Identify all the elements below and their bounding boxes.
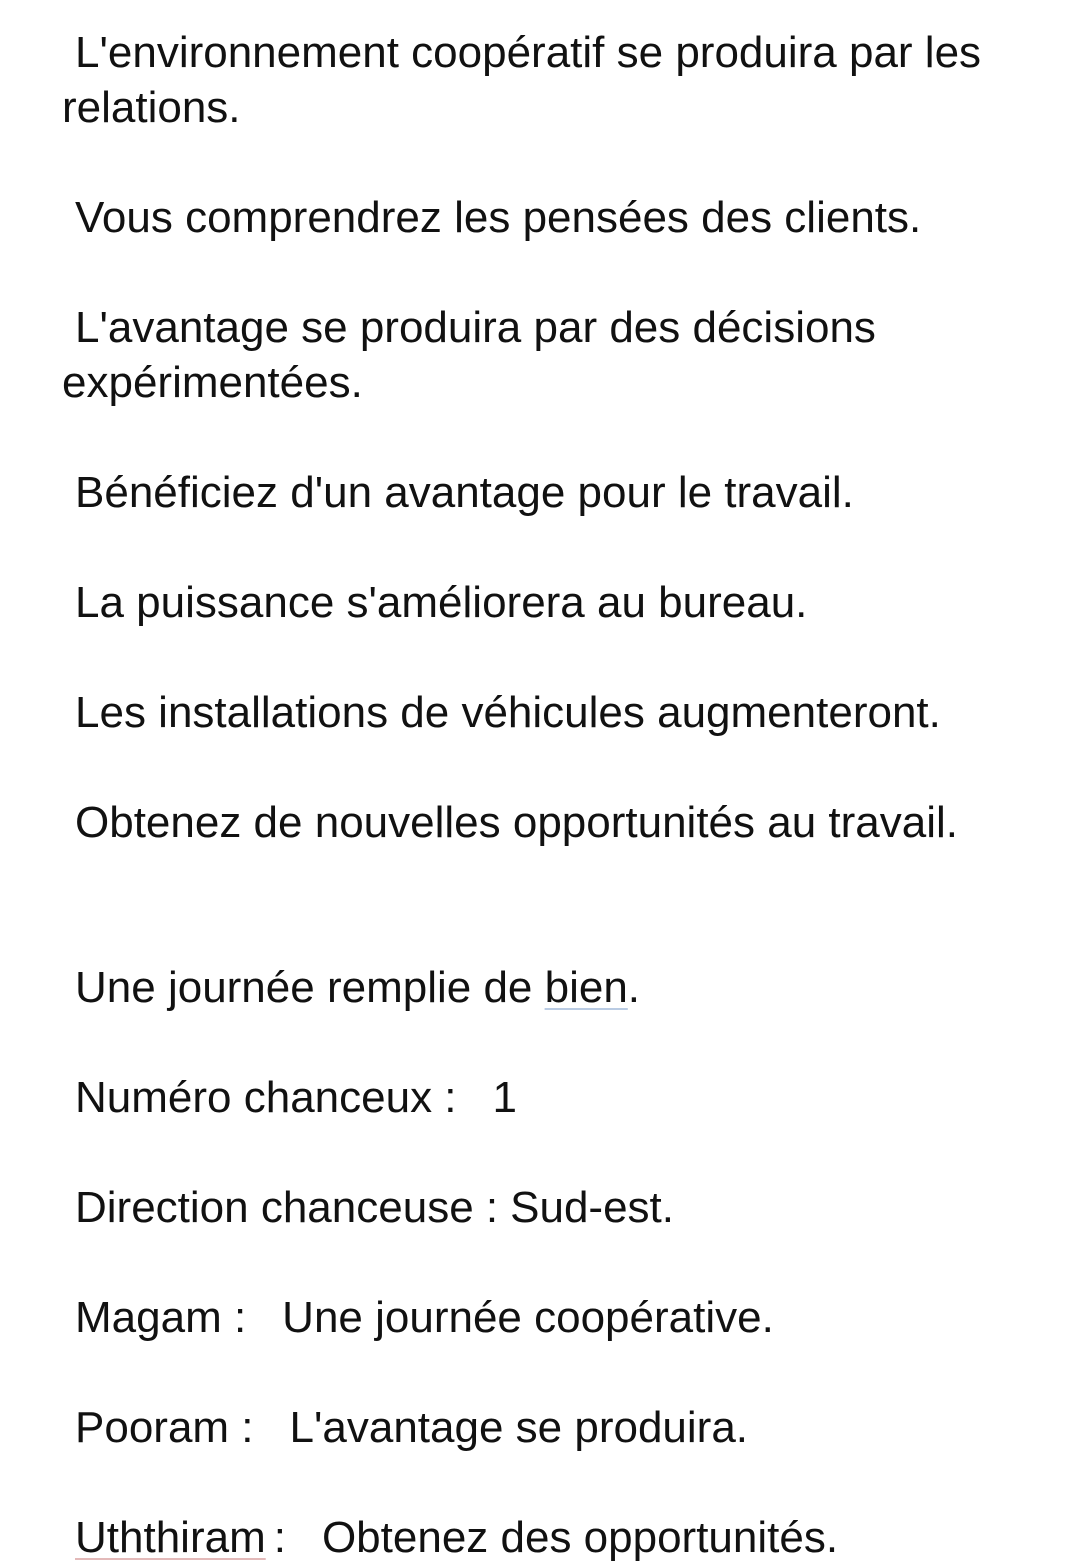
- paragraph-experienced-decisions: L'avantage se produira par des décisions expérimentées.: [62, 303, 876, 407]
- magam-value: Une journée coopérative.: [282, 1293, 774, 1342]
- uththiram-label: Uththiram: [75, 1513, 266, 1562]
- uththiram-colon: :: [273, 1513, 286, 1562]
- lucky-number-label: Numéro chanceux :: [75, 1073, 457, 1122]
- lucky-direction-row: [75, 1180, 674, 1235]
- paragraph-work-advantage: Bénéficiez d'un avantage pour le travail.: [75, 468, 854, 517]
- lucky-direction-value: Sud-est.: [510, 1183, 674, 1232]
- paragraph-clients-thoughts: Vous comprendrez les pensées des clients.: [75, 193, 922, 242]
- uththiram-value: Obtenez des opportunités.: [321, 1513, 839, 1562]
- paragraph-good-day: Une journée remplie de bien.: [75, 963, 641, 1012]
- lucky-number-value: 1: [492, 1073, 518, 1122]
- lucky-number-row: [75, 1070, 517, 1125]
- magam-label: Magam :: [75, 1293, 247, 1342]
- paragraph-vehicle-facilities: Les installations de véhicules augmenteront.: [75, 688, 941, 737]
- uththiram-row: [75, 1510, 838, 1565]
- pooram-row: [75, 1400, 748, 1455]
- paragraph-new-opportunities: Obtenez de nouvelles opportunités au travail.: [75, 798, 959, 847]
- paragraph-office-power: La puissance s'améliorera au bureau.: [75, 578, 808, 627]
- magam-row: [75, 1290, 774, 1345]
- pooram-label: Pooram :: [75, 1403, 254, 1452]
- paragraph-cooperative-environment: L'environnement coopératif se produira par les relations.: [62, 28, 982, 132]
- pooram-value: L'avantage se produira.: [289, 1403, 749, 1452]
- bien-link[interactable]: bien: [544, 963, 628, 1012]
- lucky-direction-label: Direction chanceuse :: [75, 1183, 499, 1232]
